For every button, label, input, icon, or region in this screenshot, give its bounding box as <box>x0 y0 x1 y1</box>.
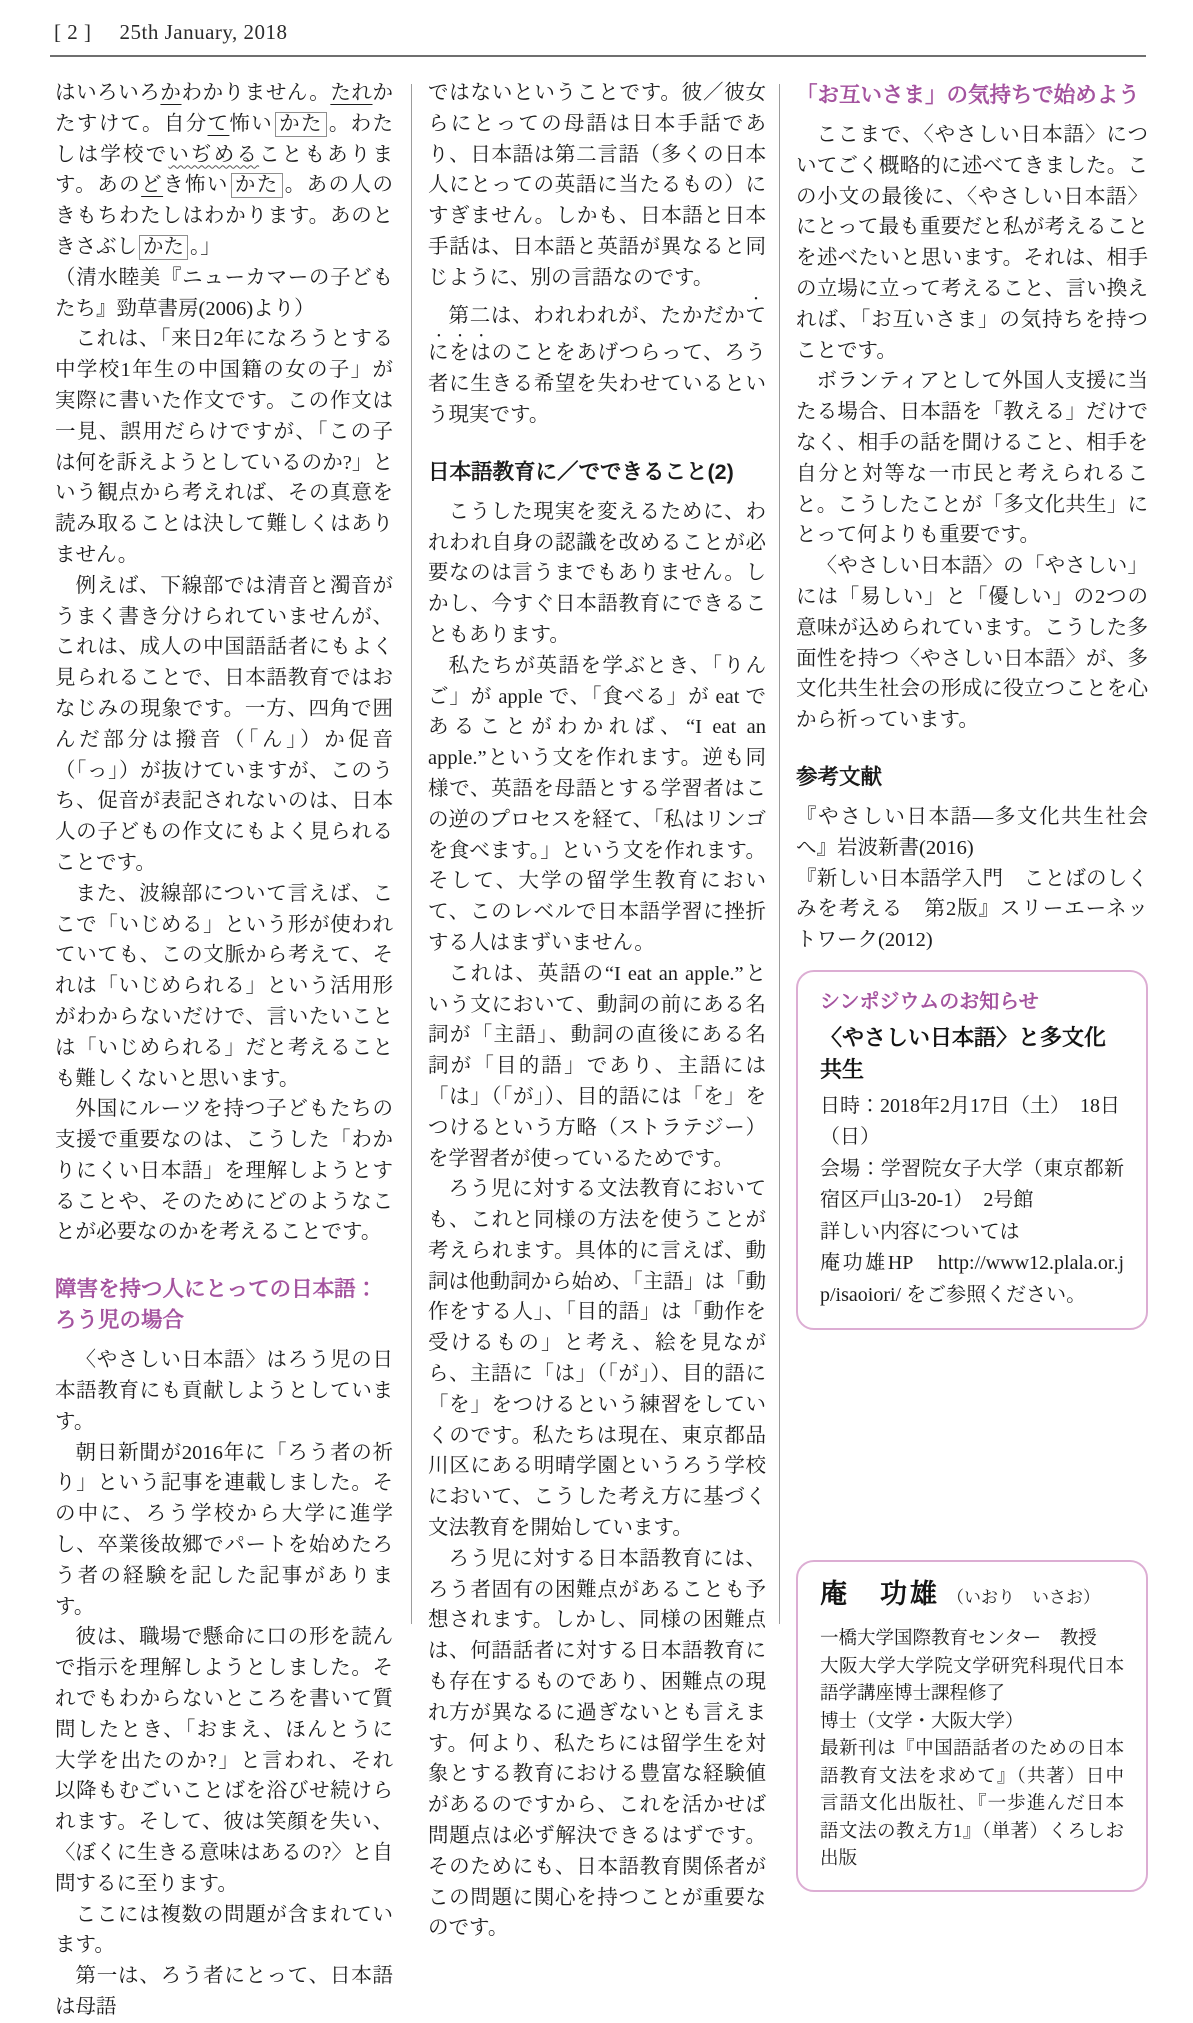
symposium-url: 庵功雄HP http://www12.plala.or.jp/isaoiori/ をご参照ください。 <box>820 1252 1124 1306</box>
plain-text: 怖い <box>229 112 274 135</box>
annotated-text-boxk: かた <box>275 112 327 137</box>
symposium-detail: 詳しい内容については <box>820 1220 1020 1243</box>
column-divider-1 <box>411 84 412 1624</box>
paragraph-koushita: こうした現実を変えるために、われわれ自身の認識を改めることが必要なのは言うまでもありません。しかし、今すぐ日本語教育にできることもあります。 <box>428 500 766 646</box>
column-1 <box>55 78 393 2023</box>
column-2 <box>428 78 766 1944</box>
annotated-text-u: ど <box>141 174 164 197</box>
author-name-kana: （いおり いさお） <box>947 1588 1100 1608</box>
paragraph-yasashii-deaf: 〈やさしい日本語〉はろう児の日本語教育にも貢献しようとしています。 <box>55 1349 393 1433</box>
section-heading-dekirukoto: 日本語教育に／でできること(2) <box>428 459 734 484</box>
paragraph-rouji-nihongo: ろう児に対する日本語教育には、ろう者固有の困難点があることも予想されます。しかし、同様の困難点は、何語話者に対する日本語教育にも存在するものであり、困難点の現れ方が異なるに過ぎないとも言えます。何より、私たちには留学生を対象とする教育における豊富な経験値があるのですから、これを活かせば問題点は必ず解決できるはずです。そのためにも、日本語教育関係者がこの問題に関心を持つことが重要なのです。 <box>428 1547 766 1940</box>
paragraph-daini <box>428 294 766 431</box>
paragraph-rouji-bunpou: ろう児に対する文法教育においても、これと同様の方法を使うことが考えられます。具体的に言えば、動詞は他動詞から始め、「主語」は「動作をする人」、「目的語」は「動作を受けるもの」と考え、絵を見ながら、主語に「は」（「が」）、目的語に「を」をつけるという練習をしていくのです。私たちは現在、東京都品川区にある明晴学園というろう学校において、こうした考え方に基づく文法教育を開始しています。 <box>428 1178 766 1540</box>
paragraph-gaikoku: 外国にルーツを持つ子どもたちの支援で重要なのは、こうした「わかりにくい日本語」を理解しようとすることや、そのためにどのようなことが必要なのかを考えることです。 <box>55 1098 393 1244</box>
annotated-text-dots: てにをは <box>428 304 766 365</box>
symposium-title: 〈やさしい日本語〉と多文化共生 <box>820 1024 1107 1082</box>
plain-text: こともあります。あの <box>55 143 394 197</box>
section-heading-otagaisama: 「お互いさま」の気持ちで始めよう <box>796 83 1140 107</box>
quote-source: （清水睦美『ニューカマーの子どもたち』勁草書房(2006)より） <box>55 266 393 320</box>
paragraph-kokomade: ここまで、〈やさしい日本語〉についてごく概略的に述べてきました。この小文の最後に、〈やさしい日本語〉にとって最も重要だと私が考えることを述べたいと思います。それは、相手の立場に立って考えること、言い換えれば、「お互いさま」の気持ちを持つことです。 <box>796 124 1148 362</box>
plain-text: 。わたしは学校で <box>55 112 394 166</box>
page-header <box>54 20 288 45</box>
paragraph-watashitachi: 私たちが英語を学ぶとき、「りんご」が apple で、「食べる」が eat であることがわかれば、“I eat an apple.”という文を作れます。逆も同様で、英語を母語とする学習者はこの逆のプロセスを経て、「私はリンゴを食べます。」という文を作れます。そして、大学の留学生教育において、このレベルで日本語学習に挫折する人はまずいません。 <box>428 654 766 954</box>
paragraph-volunteer: ボランティアとして外国人支援に当たる場合、日本語を「教える」だけでなく、相手の話を聞けること、相手を自分と対等な一市民と考えられること。こうしたことが「多文化共生」にとって何よりも重要です。 <box>796 370 1148 547</box>
annotated-text-u: たれ <box>330 82 373 104</box>
paragraph-asahi: 朝日新聞が2016年に「ろう者の祈り」という記事を連載しました。その中に、ろう学校から大学に進学し、卒業後故郷でパートを始めたろう者の経験を記した記事があります。 <box>55 1441 393 1618</box>
symposium-datetime: 日時：2018年2月17日（土） 18日（日） <box>820 1094 1120 1149</box>
author-publications: 最新刊は『中国語話者のための日本語教育文法を求めて』（共著）日中言語文化出版社、『一歩進んだ日本語文法の教え方1』（単著）くろしお出版 <box>820 1739 1124 1870</box>
paragraph-korewa-eigo: これは、英語の“I eat an apple.”という文において、動詞の前にある名詞が「主語」、動詞の直後にある名詞が「目的語」であり、主語には「は」（「が」）、目的語には「を」をつけるという方略（ストラテジー）を学習者が使っているためです。 <box>428 962 766 1170</box>
section-heading-references: 参考文献 <box>796 764 883 789</box>
symposium-label: シンポジウムのお知らせ <box>820 990 1039 1013</box>
reference-item-2: 『新しい日本語学入門 ことばのしくみを考える 第2版』スリーエーネットワーク(2012) <box>796 867 1148 952</box>
page-number: [ 2 ] <box>54 20 92 44</box>
author-degree: 博士（文学・大阪大学） <box>820 1711 1024 1732</box>
author-education: 大阪大学大学院文学研究科現代日本語学講座博士課程修了 <box>820 1656 1124 1705</box>
header-rule <box>50 55 1146 57</box>
author-name: 庵 功雄 <box>820 1579 940 1610</box>
author-profile-box <box>796 1560 1148 1891</box>
plain-text: のことをあげつらって、ろう者に生きる希望を失わせているという現実です。 <box>428 342 767 426</box>
plain-text: 第二は、われわれが、たかだか <box>448 304 746 327</box>
paragraph-korewa: これは、「来日2年になろうとする中学校1年生の中国籍の女の子」が実際に書いた作文です。この作文は一見、誤用だらけですが、「この子は何を訴えようとしているのか?」という観点から考えれば、その真意を読み取ることは決して難しくはありません。 <box>55 328 393 566</box>
plain-text: 。」 <box>190 235 221 258</box>
plain-text: き怖い <box>163 174 229 197</box>
paragraph-dehanai: ではないということです。彼／彼女らにとっての母語は日本手話であり、日本語は第二言語（多くの日本人にとっての英語に当たるもの）にすぎません。しかも、日本語と日本手話は、日本語と英語が異なると同じように、別の言語なのです。 <box>428 82 766 289</box>
plain-text: かたすけて。自分 <box>55 82 394 135</box>
column-divider-2 <box>779 84 780 1624</box>
paragraph-kare: 彼は、職場で懸命に口の形を読んで指示を理解しようとしました。それでもわからないところを書いて質問したとき、「おまえ、ほんとうに大学を出たのか?」と言われ、それ以降もむごいことばを浴びせ続けられます。そして、彼は笑顔を失い、〈ぼくに生きる意味はあるの?〉と自問するに至ります。 <box>55 1626 393 1895</box>
header-date: 25th January, 2018 <box>119 20 288 44</box>
section-heading-deaf-children: 障害を持つ人にとっての日本語：ろう児の場合 <box>55 1277 378 1333</box>
paragraph-kokoniha: ここには複数の問題が含まれています。 <box>55 1903 393 1957</box>
plain-text: わかりません。 <box>181 82 331 104</box>
reference-item-1: 『やさしい日本語―多文化共生社会へ』岩波新書(2016) <box>796 805 1148 859</box>
annotated-text-boxk: かた <box>231 173 283 198</box>
column-3 <box>796 78 1148 1892</box>
annotated-text-u: て <box>207 112 230 135</box>
plain-text: 。あの人のきもちわたしはわかります。あのときさぶし <box>55 174 393 258</box>
paragraph-mata: また、波線部について言えば、ここで「いじめる」という形が使われていても、この文脈から考えて、それは「いじめられる」という活用形がわからないだけで、言いたいことは「いじめられる」だと考えることも難しくないと思います。 <box>55 882 393 1090</box>
paragraph-yasashii-imi: 〈やさしい日本語〉の「やさしい」には「易しい」と「優しい」の2つの意味が込められています。こうした多面性を持つ〈やさしい日本語〉が、多文化共生社会の形成に役立つことを心から祈っています。 <box>796 555 1148 732</box>
author-name-row <box>820 1579 1124 1614</box>
paragraph-tatoeba: 例えば、下線部では清音と濁音がうまく書き分けられていませんが、これは、成人の中国語話者にもよく見られることで、日本語教育ではおなじみの現象です。一方、四角で囲んだ部分は撥音（「ん」）か促音（「っ」）が抜けていますが、このうち、促音が表記されないのは、日本人の子どもの作文にもよく見られることです。 <box>55 574 393 874</box>
paragraph-daiichi: 第一は、ろう者にとって、日本語は母語 <box>55 1965 393 2019</box>
symposium-notice-box <box>796 970 1148 1331</box>
author-affiliation: 一橋大学国際教育センター 教授 <box>820 1629 1097 1650</box>
plain-text: はいろいろ <box>55 82 161 104</box>
annotated-text-boxk: かた <box>139 235 188 260</box>
quoted-composition <box>55 78 393 263</box>
annotated-text-wavy: いぢめる <box>168 143 260 166</box>
symposium-venue: 会場：学習院女子大学（東京都新宿区戸山3-20-1） 2号館 <box>820 1157 1124 1212</box>
annotated-text-u: か <box>160 82 182 104</box>
